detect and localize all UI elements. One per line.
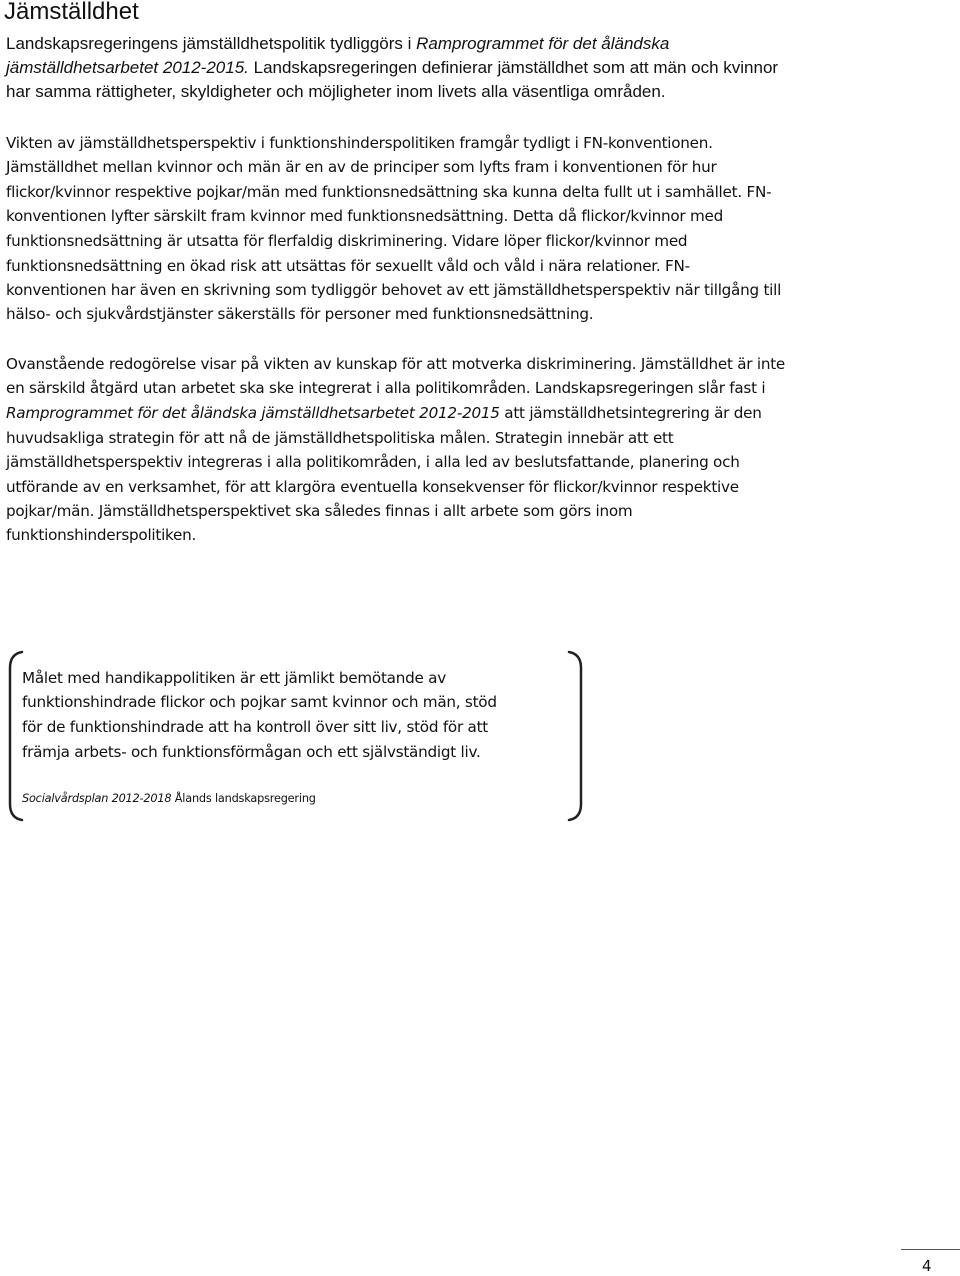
right-bracket-icon (565, 650, 585, 822)
body-line: en särskild åtgärd utan arbetet ska ske integrerat i alla politikområden. Landskapsregeringen slår fast i (6, 379, 766, 397)
page-number: 4 (922, 1257, 932, 1275)
intro-line (6, 56, 778, 80)
intro-text: Landskapsregeringens jämställdhetspolitik tydliggörs i (6, 34, 417, 53)
body-line: utförande av en verksamhet, för att klargöra eventuella konsekvenser för flickor/kvinnor respektive (6, 478, 739, 496)
body-line: konventionen lyfter särskilt fram kvinnor med funktionsnedsättning. Detta då flickor/kvinnor med (6, 207, 724, 225)
source-title: Socialvårdsplan 2012-2018 (22, 792, 172, 805)
body-line: pojkar/män. Jämställdhetsperspektivet ska således finnas i allt arbete som görs inom (6, 502, 633, 520)
body-line: funktionsnedsättning en ökad risk att utsättas för sexuellt våld och våld i nära relationer. FN- (6, 257, 690, 275)
body-line: konventionen har även en skrivning som tydliggör behovet av ett jämställdhetsperspektiv när tillgång till (6, 281, 782, 299)
footer-rule (901, 1249, 960, 1250)
body-line: funktionsnedsättning är utsatta för flerfaldig diskriminering. Vidare löper flickor/kvinnor med (6, 232, 688, 250)
intro-line: har samma rättigheter, skyldigheter och möjligheter inom livets alla väsentliga områden. (6, 82, 666, 101)
quote-line: Målet med handikappolitiken är ett jämlikt bemötande av (22, 669, 446, 687)
source-publisher: Ålands landskapsregering (171, 792, 316, 805)
body-line: funktionshinderspolitiken. (6, 526, 197, 544)
body-line: huvudsakliga strategin för att nå de jämställdhetspolitiska målen. Strategin innebär att ett (6, 429, 674, 447)
quote-line: för de funktionshindrade att ha kontroll över sitt liv, stöd för att (22, 718, 488, 736)
quote-line: funktionshindrade flickor och pojkar samt kvinnor och män, stöd (22, 693, 497, 711)
body-line (6, 401, 762, 425)
quote-line: främja arbets- och funktionsförmågan och ett självständigt liv. (22, 743, 481, 761)
intro-text: Landskapsregeringen definierar jämställdhet som att män och kvinnor (248, 58, 779, 77)
program-title: Ramprogrammet för det åländska (416, 34, 670, 53)
page-title: Jämställdhet (4, 0, 139, 25)
program-title: jämställdhetsarbetet 2012-2015. (6, 58, 249, 77)
intro-line (6, 32, 669, 56)
body-line: flickor/kvinnor respektive pojkar/män med funktionsnedsättning ska kunna delta fullt ut i samhället. FN- (6, 183, 772, 201)
body-line: hälso- och sjukvårdstjänster säkerställs för personer med funktionsnedsättning. (6, 305, 594, 323)
program-title: Ramprogrammet för det åländska jämställdhetsarbetet 2012-2015 (6, 404, 500, 422)
body-line: Jämställdhet mellan kvinnor och män är en av de principer som lyfts fram i konventionen för hur (6, 158, 717, 176)
body-line: Ovanstående redogörelse visar på vikten av kunskap för att motverka diskriminering. Jämställdhet är inte (6, 355, 785, 373)
body-line: jämställdhetsperspektiv integreras i alla politikområden, i alla led av beslutsfattande, planering och (6, 453, 740, 471)
body-line: Vikten av jämställdhetsperspektiv i funktionshinderspolitiken framgår tydligt i FN-konventionen. (6, 134, 713, 152)
quote-source (22, 790, 316, 808)
body-text: att jämställdhetsintegrering är den (499, 404, 762, 422)
